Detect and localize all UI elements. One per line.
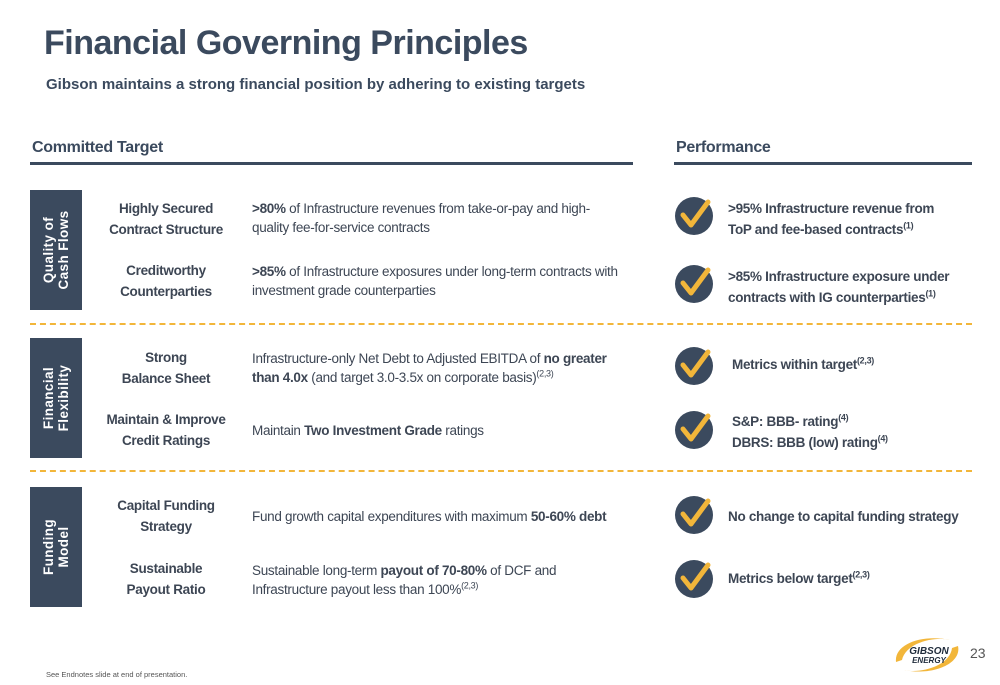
principle-name-line: Counterparties <box>120 284 212 299</box>
principle-desc-credit-ratings <box>252 421 642 440</box>
performance-funding-strategy <box>728 506 978 527</box>
endnote-ref: (2,3) <box>536 368 554 379</box>
page-subtitle: Gibson maintains a strong financial position by adhering to existing targets <box>46 76 586 93</box>
principle-name-credit-ratings <box>95 409 237 451</box>
endnote-ref: (1) <box>925 288 936 299</box>
principle-name-capital-funding <box>95 495 237 537</box>
section-divider <box>30 470 972 472</box>
gibson-energy-logo <box>892 632 962 676</box>
performance-line: ToP and fee-based contracts <box>728 222 904 237</box>
committed-target-rule <box>30 162 633 165</box>
principle-desc-highly-secured <box>252 199 617 237</box>
desc-bold: >80% <box>252 201 286 216</box>
section-label-financial-flexibility <box>30 338 82 458</box>
desc-text: Sustainable long-term <box>252 563 381 578</box>
desc-text: of DCF and Infrastructure payout less than 100% <box>252 563 557 597</box>
principle-name-line: Strategy <box>140 519 192 534</box>
performance-line: contracts with IG counterparties <box>728 290 926 305</box>
logo-text-line1: GIBSON <box>909 646 949 657</box>
performance-line: Metrics below target <box>728 571 853 586</box>
endnote-ref: (2,3) <box>852 569 870 580</box>
performance-rule <box>674 162 972 165</box>
principle-desc-strong-balance-sheet <box>252 349 632 387</box>
performance-infrastructure-revenue <box>728 198 978 240</box>
principle-name-line: Creditworthy <box>126 263 206 278</box>
principle-name-line: Sustainable <box>129 561 203 576</box>
check-icon <box>674 196 714 236</box>
check-icon <box>674 346 714 386</box>
page-number: 23 <box>970 645 986 661</box>
principle-desc-payout-ratio <box>252 561 582 599</box>
performance-line: S&P: BBB- rating <box>732 414 839 429</box>
performance-line: >85% Infrastructure exposure under <box>728 269 950 284</box>
performance-credit-ratings <box>732 411 982 453</box>
section-label-line: Financial <box>41 366 56 430</box>
check-icon <box>674 264 714 304</box>
endnotes-footnote: See Endnotes slide at end of presentation. <box>46 670 188 679</box>
check-icon <box>674 559 714 599</box>
principle-name-line: Highly Secured <box>118 201 214 216</box>
principle-desc-capital-funding <box>252 507 642 526</box>
endnote-ref: (2,3) <box>461 580 479 591</box>
desc-text: (and target 3.0-3.5x on corporate basis) <box>307 370 537 385</box>
performance-line: >95% Infrastructure revenue from <box>728 201 935 216</box>
principle-name-highly-secured <box>95 198 237 240</box>
performance-infrastructure-exposure <box>728 266 978 308</box>
check-icon <box>674 410 714 450</box>
principle-name-line: Maintain & Improve <box>106 412 226 427</box>
section-label-quality-of-cash-flows <box>30 190 82 310</box>
section-label-funding-model <box>30 487 82 607</box>
performance-line: DBRS: BBB (low) rating <box>732 435 878 450</box>
principle-name-strong-balance-sheet <box>95 347 237 389</box>
logo-text-line2: ENERGY <box>912 656 946 665</box>
desc-text: Infrastructure-only Net Debt to Adjusted EBITDA of <box>252 351 544 366</box>
endnote-ref: (2,3) <box>856 355 874 366</box>
section-label-line: Model <box>56 526 71 568</box>
section-label-line: Quality of <box>41 216 56 284</box>
principle-name-line: Strong <box>145 350 187 365</box>
desc-text: Fund growth capital expenditures with maximum <box>252 509 531 524</box>
principle-name-line: Credit Ratings <box>121 433 211 448</box>
desc-bold: 50-60% debt <box>530 509 607 524</box>
section-label-line: Cash Flows <box>56 210 71 290</box>
section-label-line: Funding <box>41 518 56 576</box>
principle-name-line: Balance Sheet <box>121 371 211 386</box>
desc-text: Maintain <box>252 423 305 438</box>
principle-desc-creditworthy <box>252 262 622 300</box>
principle-name-creditworthy <box>95 260 237 302</box>
desc-text: ratings <box>441 423 484 438</box>
performance-metrics-below-target <box>728 568 978 589</box>
performance-line: Metrics within target <box>732 357 857 372</box>
endnote-ref: (4) <box>877 433 888 444</box>
desc-bold: Two Investment Grade <box>304 423 442 438</box>
desc-bold: payout of 70-80% <box>380 563 487 578</box>
check-icon <box>674 495 714 535</box>
principle-name-line: Payout Ratio <box>126 582 206 597</box>
principle-name-line: Contract Structure <box>109 222 223 237</box>
desc-bold: no greater than 4.0x <box>252 351 607 385</box>
performance-heading: Performance <box>676 139 771 156</box>
committed-target-heading: Committed Target <box>32 139 163 156</box>
desc-text: of Infrastructure revenues from take-or-pay and high-quality fee-for-service contracts <box>252 201 590 235</box>
page-title: Financial Governing Principles <box>44 24 528 62</box>
performance-line: No change to capital funding strategy <box>728 509 959 524</box>
section-divider <box>30 323 972 325</box>
principle-name-line: Capital Funding <box>117 498 215 513</box>
performance-metrics-within-target <box>732 354 982 375</box>
desc-bold: >85% <box>252 264 286 279</box>
desc-text: of Infrastructure exposures under long-term contracts with investment grade counterparties <box>252 264 618 298</box>
endnote-ref: (4) <box>838 412 849 423</box>
section-label-line: Flexibility <box>56 364 71 432</box>
endnote-ref: (1) <box>903 220 914 231</box>
principle-name-payout-ratio <box>95 558 237 600</box>
